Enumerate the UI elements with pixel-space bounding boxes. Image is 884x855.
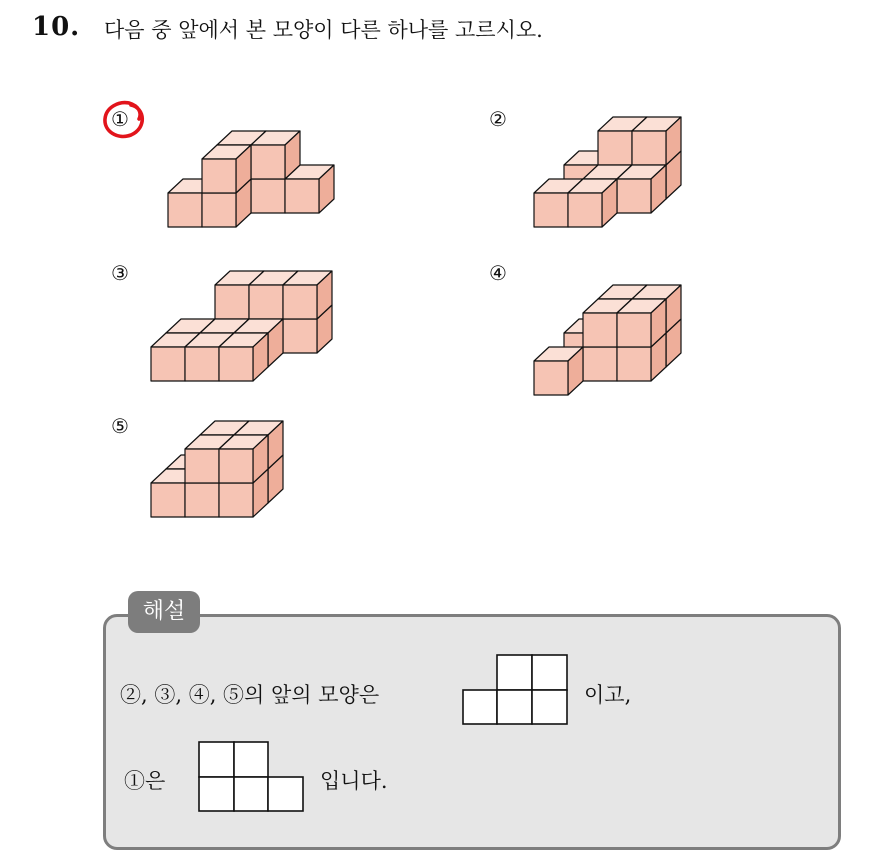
answer-mark-circle	[101, 98, 147, 140]
cube-face	[215, 285, 249, 319]
option-1-figure[interactable]	[150, 120, 340, 250]
cube-face	[151, 347, 185, 381]
option-1-label[interactable]: ①	[111, 107, 129, 131]
cube-face	[632, 131, 666, 165]
option-5-label[interactable]: ⑤	[111, 414, 129, 438]
cube-face	[617, 347, 651, 381]
cube-face	[285, 179, 319, 213]
cube-face	[283, 285, 317, 319]
cube-face	[534, 193, 568, 227]
option-4-figure[interactable]	[520, 275, 670, 405]
cube-face	[151, 483, 185, 517]
front-view-grid-common	[462, 654, 572, 726]
cube-face	[249, 285, 283, 319]
cube-face	[185, 483, 219, 517]
option-4-label[interactable]: ④	[489, 261, 507, 285]
option-5-figure[interactable]	[145, 428, 285, 528]
cube-face	[283, 319, 317, 353]
front-view-grid-option1	[198, 741, 308, 813]
cube-face	[617, 179, 651, 213]
option-2-figure[interactable]	[520, 120, 670, 250]
solution-badge: 해설	[128, 591, 200, 633]
cube-face	[219, 347, 253, 381]
cube-face	[617, 313, 651, 347]
cube-face	[568, 193, 602, 227]
question-number: 10.	[32, 12, 81, 42]
option-2-label[interactable]: ②	[489, 107, 507, 131]
cube-face	[534, 361, 568, 395]
solution-line2-prefix: ①은	[124, 769, 166, 793]
cube-face	[219, 483, 253, 517]
cube-face	[219, 449, 253, 483]
solution-box	[103, 614, 841, 850]
option-3-label[interactable]: ③	[111, 261, 129, 285]
cube-face	[583, 347, 617, 381]
cube-face	[598, 131, 632, 165]
cube-face	[202, 159, 236, 193]
cube-face	[251, 145, 285, 179]
cube-face	[185, 347, 219, 381]
cube-face	[185, 449, 219, 483]
solution-line1-suffix: 이고,	[584, 683, 632, 707]
solution-line1-prefix: ②, ③, ④, ⑤의 앞의 모양은	[120, 683, 380, 707]
cube-face	[583, 313, 617, 347]
cube-face	[202, 193, 236, 227]
option-3-figure[interactable]	[145, 275, 305, 395]
cube-face	[251, 179, 285, 213]
solution-line2-suffix: 입니다.	[320, 769, 388, 793]
cube-face	[168, 193, 202, 227]
question-text: 다음 중 앞에서 본 모양이 다른 하나를 고르시오.	[104, 18, 543, 42]
